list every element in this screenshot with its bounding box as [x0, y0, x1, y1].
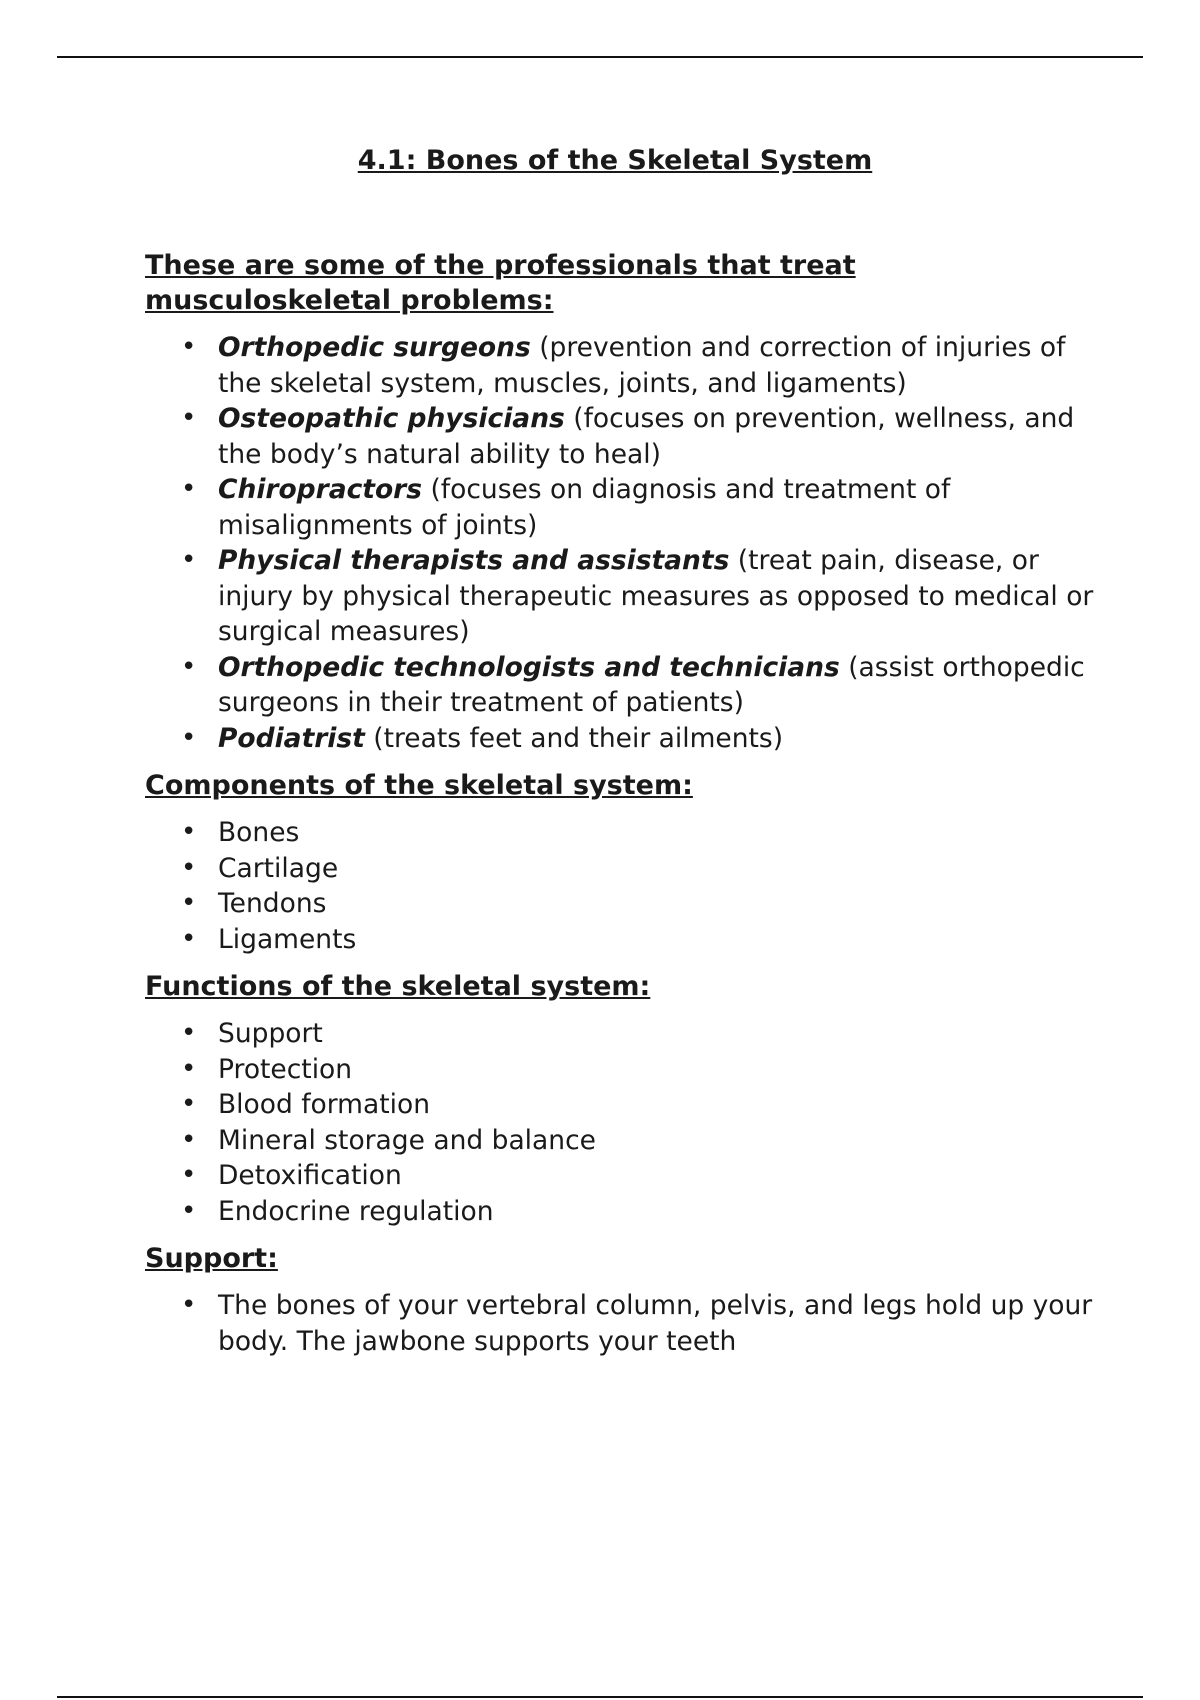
list-item: • Protection [145, 1052, 1105, 1088]
professional-description: (treats feet and their ailments) [364, 722, 784, 754]
professional-term: Osteopathic physicians [218, 403, 565, 434]
list-item: • Endocrine regulation [145, 1194, 1105, 1230]
professional-term: Podiatrist [218, 722, 365, 754]
list-item [145, 543, 1105, 650]
professional-description: (prevention and correction of injuries of the skeletal system, muscles, joints, and ligaments) [218, 332, 1066, 399]
professional-term: Orthopedic surgeons [218, 332, 531, 363]
professionals-list [145, 330, 1105, 756]
list-item [145, 401, 1105, 472]
list-item: • Mineral storage and balance [145, 1123, 1105, 1159]
list-item: • Detoxification [145, 1158, 1105, 1194]
list-item: • Tendons [145, 886, 1105, 922]
functions-list [145, 1016, 1105, 1229]
components-heading: Components of the skeletal system: [145, 770, 693, 801]
professional-description: (assist orthopedic surgeons in their treatment of patients) [218, 651, 1085, 718]
list-item: • Cartilage [145, 851, 1105, 887]
professionals-heading: These are some of the professionals that treat musculoskeletal problems: [145, 250, 856, 316]
components-list [145, 815, 1105, 957]
list-item: • Bones [145, 815, 1105, 851]
list-item: • Ligaments [145, 922, 1105, 958]
list-item: • Support [145, 1016, 1105, 1052]
professional-term: Physical therapists and assistants [218, 545, 730, 576]
professional-description: (focuses on diagnosis and treatment of misalignments of joints) [218, 474, 951, 541]
functions-heading: Functions of the skeletal system: [145, 971, 651, 1002]
support-list [145, 1288, 1105, 1359]
list-item [145, 721, 1105, 757]
page-title: 4.1: Bones of the Skeletal System [357, 145, 873, 176]
professional-term: Orthopedic technologists and technicians [218, 651, 840, 683]
professional-description: (focuses on prevention, wellness, and the body’s natural ability to heal) [218, 403, 1075, 470]
list-item: • Blood formation [145, 1087, 1105, 1123]
document-body [145, 143, 1105, 1371]
top-rule [57, 56, 1143, 58]
support-heading: Support: [145, 1243, 278, 1274]
list-item [145, 650, 1105, 721]
list-item: • The bones of your vertebral column, pelvis, and legs hold up your body. The jawbone supports your teeth [145, 1288, 1105, 1359]
professional-description: (treat pain, disease, or injury by physical therapeutic measures as opposed to medical or surgical measures) [218, 545, 1094, 647]
list-item [145, 330, 1105, 401]
professional-term: Chiropractors [218, 474, 423, 505]
list-item [145, 472, 1105, 543]
bottom-rule [57, 1696, 1143, 1698]
